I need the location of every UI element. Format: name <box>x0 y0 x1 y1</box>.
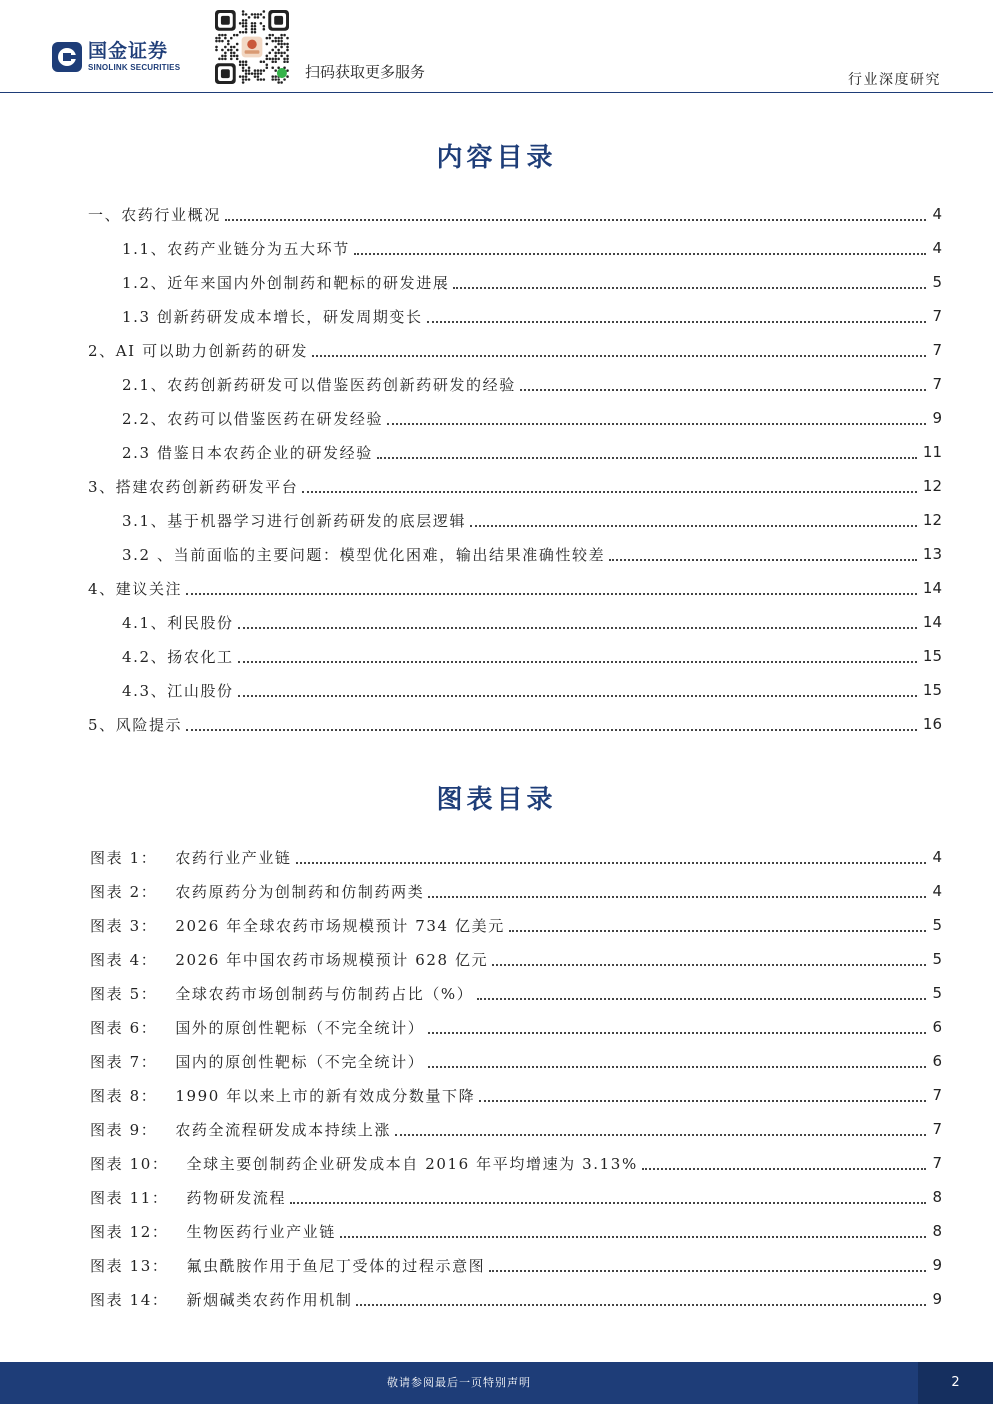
figure-label: 图表 10： <box>90 1154 169 1173</box>
toc-page-number: 14 <box>922 579 942 597</box>
toc-entry-text: 2.3 借鉴日本农药企业的研发经验 <box>122 443 373 462</box>
figure-title: 全球主要创制药企业研发成本自 2016 年平均增速为 3.13% <box>186 1154 638 1173</box>
figure-page-number: 4 <box>932 882 942 900</box>
toc-entry-text: 2.2、农药可以借鉴医药在研发经验 <box>122 409 384 428</box>
figure-label: 图表 9： <box>90 1120 158 1139</box>
toc-entry-text: 4.2、扬农化工 <box>122 647 234 666</box>
toc-page-number: 5 <box>932 273 942 291</box>
figure-list <box>90 840 942 1316</box>
toc-title: 内容目录 <box>436 143 557 173</box>
dot-leader <box>479 1100 926 1102</box>
dot-leader <box>296 862 926 864</box>
dot-leader <box>428 1032 926 1034</box>
figure-entry[interactable] <box>90 1010 942 1044</box>
figure-list-title: 图表目录 <box>436 785 557 815</box>
dot-leader <box>340 1236 926 1238</box>
dot-leader <box>453 287 926 289</box>
toc-entry[interactable] <box>88 639 942 673</box>
toc-page-number: 13 <box>922 545 942 563</box>
figure-label: 图表 6： <box>90 1018 158 1037</box>
figure-label: 图表 14： <box>90 1290 169 1309</box>
toc-page-number: 9 <box>932 409 942 427</box>
toc-entry[interactable] <box>88 605 942 639</box>
toc-entry-text: 5、风险提示 <box>88 715 183 734</box>
toc-page-number: 15 <box>922 681 942 699</box>
company-name-en: SINOLINK SECURITIES <box>88 63 181 72</box>
toc-entry[interactable] <box>88 537 942 571</box>
figure-title: 2026 年全球农药市场规模预计 734 亿美元 <box>175 916 505 935</box>
dot-leader <box>302 491 917 493</box>
qr-caption: 扫码获取更多服务 <box>305 63 426 81</box>
toc-entry-text: 3、搭建农药创新药研发平台 <box>88 477 299 496</box>
figure-title: 药物研发流程 <box>186 1188 287 1207</box>
toc-entry[interactable] <box>88 401 942 435</box>
figure-entry[interactable] <box>90 1146 942 1180</box>
figure-entry[interactable] <box>90 908 942 942</box>
report-type-label: 行业深度研究 <box>848 72 941 88</box>
toc-entry-text: 4.1、利民股份 <box>122 613 234 632</box>
figure-title: 生物医药行业产业链 <box>186 1222 336 1241</box>
figure-label: 图表 12： <box>90 1222 169 1241</box>
figure-entry[interactable] <box>90 840 942 874</box>
toc-entry-text: 4.3、江山股份 <box>122 681 234 700</box>
toc-page-number: 7 <box>932 307 942 325</box>
toc-entry-text: 1.1、农药产业链分为五大环节 <box>122 239 350 258</box>
figure-title: 氟虫酰胺作用于鱼尼丁受体的过程示意图 <box>186 1256 486 1275</box>
figure-title: 1990 年以来上市的新有效成分数量下降 <box>175 1086 476 1105</box>
figure-title: 2026 年中国农药市场规模预计 628 亿元 <box>175 950 489 969</box>
figure-entry[interactable] <box>90 1180 942 1214</box>
figure-label: 图表 2： <box>90 882 158 901</box>
figure-page-number: 8 <box>932 1222 942 1240</box>
figure-label: 图表 4： <box>90 950 158 969</box>
toc-entry[interactable] <box>88 435 942 469</box>
toc-page-number: 11 <box>922 443 942 461</box>
toc-entry[interactable] <box>88 299 942 333</box>
figure-page-number: 9 <box>932 1290 942 1308</box>
figure-page-number: 6 <box>932 1018 942 1036</box>
figure-label: 图表 8： <box>90 1086 158 1105</box>
dot-leader <box>354 253 926 255</box>
dot-leader <box>225 219 926 221</box>
figure-entry[interactable] <box>90 1112 942 1146</box>
sinolink-logo-icon <box>52 42 82 72</box>
dot-leader <box>470 525 917 527</box>
dot-leader <box>312 355 926 357</box>
qr-code[interactable] <box>215 10 289 84</box>
dot-leader <box>238 627 917 629</box>
figure-label: 图表 5： <box>90 984 158 1003</box>
figure-page-number: 5 <box>932 950 942 968</box>
figure-label: 图表 7： <box>90 1052 158 1071</box>
figure-label: 图表 1： <box>90 848 158 867</box>
figure-page-number: 7 <box>932 1154 942 1172</box>
dot-leader <box>489 1270 926 1272</box>
dot-leader <box>642 1168 926 1170</box>
page-footer <box>0 1362 993 1404</box>
toc-entry-text: 1.3 创新药研发成本增长，研发周期变长 <box>122 307 423 326</box>
figure-entry[interactable] <box>90 1078 942 1112</box>
toc-entry[interactable] <box>88 571 942 605</box>
dot-leader <box>520 389 926 391</box>
dot-leader <box>356 1304 926 1306</box>
toc-page-number: 7 <box>932 375 942 393</box>
toc-entry[interactable] <box>88 707 942 741</box>
toc-page-number: 4 <box>932 205 942 223</box>
figure-entry[interactable] <box>90 976 942 1010</box>
figure-entry[interactable] <box>90 1282 942 1316</box>
footer-page-number: 2 <box>918 1362 993 1404</box>
dot-leader <box>186 593 917 595</box>
dot-leader <box>428 1066 926 1068</box>
toc-list <box>88 197 942 741</box>
toc-page-number: 12 <box>922 511 942 529</box>
dot-leader <box>509 930 926 932</box>
toc-page-number: 7 <box>932 341 942 359</box>
toc-entry[interactable] <box>88 469 942 503</box>
figure-entry[interactable] <box>90 874 942 908</box>
footer-disclaimer: 敬请参阅最后一页特别声明 <box>387 1376 531 1389</box>
figure-page-number: 5 <box>932 916 942 934</box>
figure-page-number: 7 <box>932 1120 942 1138</box>
toc-entry-text: 4、建议关注 <box>88 579 183 598</box>
figure-title: 农药原药分为创制药和仿制药两类 <box>175 882 425 901</box>
figure-label: 图表 13： <box>90 1256 169 1275</box>
toc-page-number: 4 <box>932 239 942 257</box>
figure-title: 全球农药市场创制药与仿制药占比（%） <box>175 984 474 1003</box>
figure-page-number: 5 <box>932 984 942 1002</box>
dot-leader <box>377 457 917 459</box>
toc-entry[interactable] <box>88 265 942 299</box>
figure-entry[interactable] <box>90 1044 942 1078</box>
figure-page-number: 7 <box>932 1086 942 1104</box>
toc-page-number: 15 <box>922 647 942 665</box>
toc-entry[interactable] <box>88 231 942 265</box>
dot-leader <box>477 998 926 1000</box>
figure-title: 农药行业产业链 <box>175 848 292 867</box>
toc-page-number: 12 <box>922 477 942 495</box>
dot-leader <box>186 729 917 731</box>
dot-leader <box>427 321 926 323</box>
figure-entry[interactable] <box>90 1248 942 1282</box>
figure-title: 新烟碱类农药作用机制 <box>186 1290 353 1309</box>
dot-leader <box>609 559 917 561</box>
toc-entry-text: 2、AI 可以助力创新药的研发 <box>88 341 309 360</box>
dot-leader <box>238 695 917 697</box>
toc-page-number: 16 <box>922 715 942 733</box>
toc-entry[interactable] <box>88 367 942 401</box>
figure-title: 农药全流程研发成本持续上涨 <box>175 1120 392 1139</box>
toc-page-number: 14 <box>922 613 942 631</box>
dot-leader <box>238 661 917 663</box>
toc-entry[interactable] <box>88 673 942 707</box>
toc-entry-text: 1.2、近年来国内外创制药和靶标的研发进展 <box>122 273 450 292</box>
toc-entry-text: 一、农药行业概况 <box>88 205 221 224</box>
figure-entry[interactable] <box>90 1214 942 1248</box>
figure-page-number: 8 <box>932 1188 942 1206</box>
header-divider <box>0 92 993 93</box>
company-name-cn: 国金证券 <box>88 40 169 62</box>
figure-page-number: 9 <box>932 1256 942 1274</box>
toc-entry[interactable] <box>88 503 942 537</box>
toc-entry-text: 3.2 、当前面临的主要问题：模型优化困难，输出结果准确性较差 <box>122 545 606 564</box>
toc-entry[interactable] <box>88 197 942 231</box>
toc-entry-text: 2.1、农药创新药研发可以借鉴医药创新药研发的经验 <box>122 375 516 394</box>
figure-entry[interactable] <box>90 942 942 976</box>
dot-leader <box>492 964 926 966</box>
dot-leader <box>387 423 926 425</box>
figure-label: 图表 11： <box>90 1188 169 1207</box>
dot-leader <box>290 1202 926 1204</box>
toc-entry-text: 3.1、基于机器学习进行创新药研发的底层逻辑 <box>122 511 467 530</box>
toc-entry[interactable] <box>88 333 942 367</box>
figure-title: 国内的原创性靶标（不完全统计） <box>175 1052 425 1071</box>
dot-leader <box>395 1134 926 1136</box>
figure-page-number: 4 <box>932 848 942 866</box>
figure-label: 图表 3： <box>90 916 158 935</box>
dot-leader <box>428 896 926 898</box>
figure-page-number: 6 <box>932 1052 942 1070</box>
figure-title: 国外的原创性靶标（不完全统计） <box>175 1018 425 1037</box>
